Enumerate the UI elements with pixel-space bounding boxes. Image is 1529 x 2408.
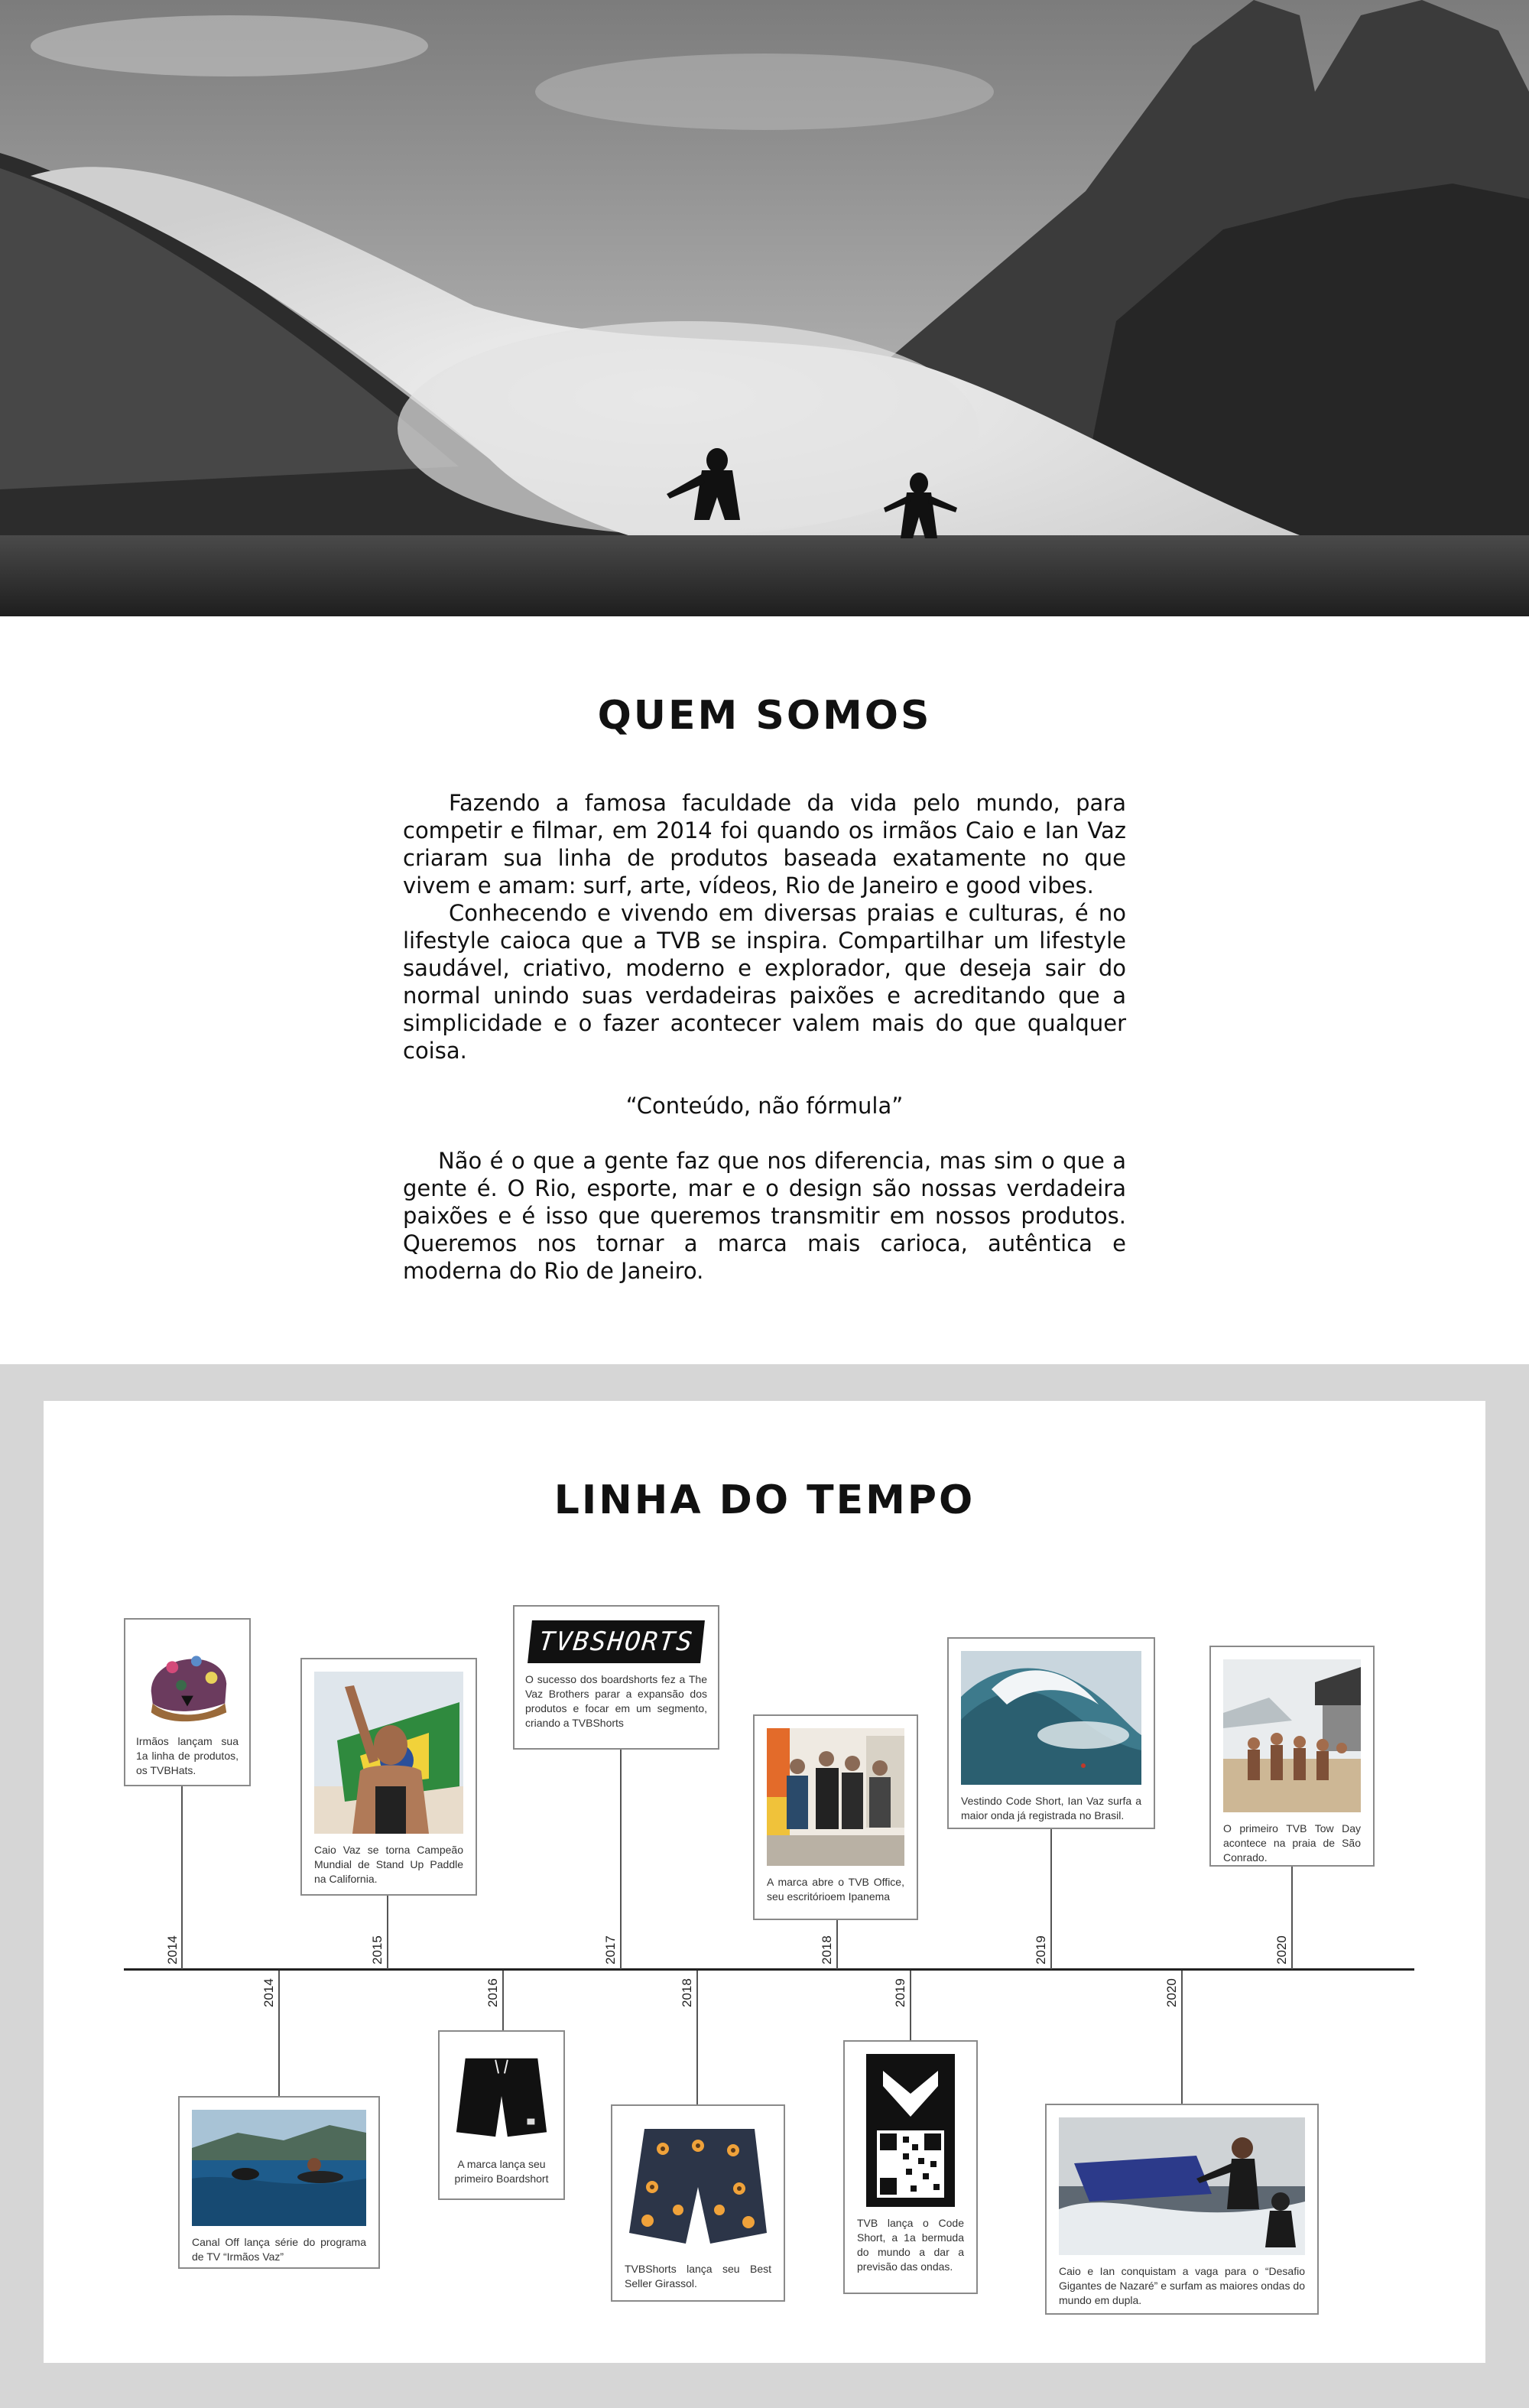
timeline-connector [181, 1786, 183, 1969]
timeline-event-girassol [611, 2104, 785, 2302]
about-section [0, 616, 1529, 1364]
tvbshorts-logo: TVBSHORTS [528, 1620, 705, 1663]
timeline-connector [387, 1895, 388, 1969]
office-image [767, 1728, 904, 1866]
timeline-connector [620, 1749, 622, 1969]
sunflower-shorts-image [625, 2118, 771, 2253]
qr-code-icon [857, 2054, 964, 2207]
event-year: 2018 [820, 1935, 834, 1964]
event-caption: A marca abre o TVB Office, seu escritórioem Ipanema [767, 1876, 904, 1903]
athlete-image [314, 1672, 463, 1834]
office-group-icon [767, 1728, 904, 1866]
event-caption: A marca lança seu primeiro Boardshort [454, 2158, 549, 2185]
surfers-image [192, 2110, 366, 2226]
timeline-connector [278, 1971, 280, 2097]
event-year: 2015 [370, 1935, 385, 1964]
event-caption: O sucesso dos boardshorts fez a The Vaz Brothers parar a expansão dos produtos e focar em um segmento, criando a TVBShorts [525, 1673, 707, 1729]
qr-code-image [857, 2054, 964, 2207]
event-caption: Vestindo Code Short, Ian Vaz surfa a maior onda já registrada no Brasil. [961, 1795, 1141, 1821]
event-year: 2019 [1034, 1935, 1048, 1964]
about-title: QUEM SOMOS [597, 693, 932, 739]
about-quote: “Conteúdo, não fórmula” [625, 1093, 904, 1119]
surfers-water-icon [192, 2110, 366, 2226]
event-caption: TVB lança o Code Short, a 1a bermuda do mundo a dar a previsão das ondas. [857, 2217, 964, 2273]
athlete-flag-icon [314, 1672, 463, 1834]
timeline-event-code-short [843, 2040, 978, 2294]
beach-image [1223, 1659, 1361, 1812]
beach-crowd-icon [1223, 1659, 1361, 1812]
about-text [403, 789, 1126, 1285]
timeline-event-first-boardshort [438, 2030, 565, 2200]
timeline-event-champion [300, 1658, 477, 1896]
timeline-connector [910, 1971, 911, 2041]
hero-wave-photo [0, 0, 1529, 616]
timeline-connector [1291, 1866, 1293, 1969]
event-caption: Irmãos lançam sua 1a linha de produtos, os TVBHats. [136, 1735, 239, 1776]
wave-image [961, 1651, 1141, 1785]
event-year: 2020 [1274, 1935, 1289, 1964]
timeline-event-hats [124, 1618, 251, 1786]
timeline-event-tvbshorts [513, 1605, 719, 1750]
event-year: 2020 [1164, 1978, 1179, 2007]
event-year: 2016 [485, 1978, 500, 2007]
event-year: 2017 [603, 1935, 618, 1964]
timeline-connector [502, 1971, 504, 2031]
timeline-event-big-wave [947, 1637, 1155, 1829]
timeline-connector [836, 1919, 838, 1969]
event-year: 2019 [893, 1978, 907, 2007]
timeline-connector [1181, 1971, 1183, 2104]
big-wave-icon [961, 1651, 1141, 1785]
jetski-tow-icon [1059, 2117, 1305, 2255]
timeline-event-tv-series [178, 2096, 380, 2269]
jetski-image [1059, 2117, 1305, 2255]
event-caption: TVBShorts lança seu Best Seller Girassol. [625, 2263, 771, 2289]
timeline-event-nazare [1045, 2104, 1319, 2315]
timeline-event-tow-day [1209, 1646, 1375, 1867]
event-caption: Caio Vaz se torna Campeão Mundial de Stand Up Paddle na California. [314, 1844, 463, 1885]
event-caption: Caio e Ian conquistam a vaga para o “Desafio Gigantes de Nazaré” e surfam as maiores ondas do mundo em dupla. [1059, 2265, 1305, 2306]
event-year: 2014 [165, 1935, 180, 1964]
black-shorts-icon [450, 2042, 553, 2148]
timeline-axis [124, 1968, 1414, 1971]
event-year: 2014 [261, 1978, 276, 2007]
shorts-image [450, 2042, 553, 2148]
timeline-title: LINHA DO TEMPO [553, 1477, 976, 1523]
about-paragraph-3: Não é o que a gente faz que nos diferencia, mas sim o que a gente é. O Rio, esporte, mar e o design são nossas verdadeira paixões e é isso que queremos transmitir em nossos produtos. Queremos nos tornar a marca mais carioca, autêntica e moderna do Rio de Janeiro. [403, 1148, 1126, 1284]
about-paragraph-2: Conhecendo e vivendo em diversas praias e culturas, é no lifestyle caioca que a TVB se inspira. Compartilhar um lifestyle saudável, criativo, moderno e explorador, que deseja sair do normal unindo suas verdadeiras paixões e acreditando que a simplicidade e o fazer acontecer valem mais do que qualquer coisa. [403, 900, 1126, 1064]
timeline-connector [1050, 1828, 1052, 1969]
event-year: 2018 [680, 1978, 694, 2007]
hat-image [136, 1630, 239, 1725]
cap-hat-icon [136, 1630, 239, 1725]
hero-image [0, 0, 1529, 616]
timeline-connector [696, 1971, 698, 2105]
about-paragraph-1: Fazendo a famosa faculdade da vida pelo mundo, para competir e filmar, em 2014 foi quando os irmãos Caio e Ian Vaz criaram sua linha de produtos baseada exatamente no que vivem e amam: surf, arte, vídeos, Rio de Janeiro e good vibes. [403, 790, 1126, 899]
sunflower-shorts-icon [625, 2118, 771, 2253]
timeline-event-office [753, 1714, 918, 1920]
event-caption: O primeiro TVB Tow Day acontece na praia de São Conrado. [1223, 1822, 1361, 1864]
event-caption: Canal Off lança série do programa de TV “Irmãos Vaz” [192, 2236, 366, 2263]
